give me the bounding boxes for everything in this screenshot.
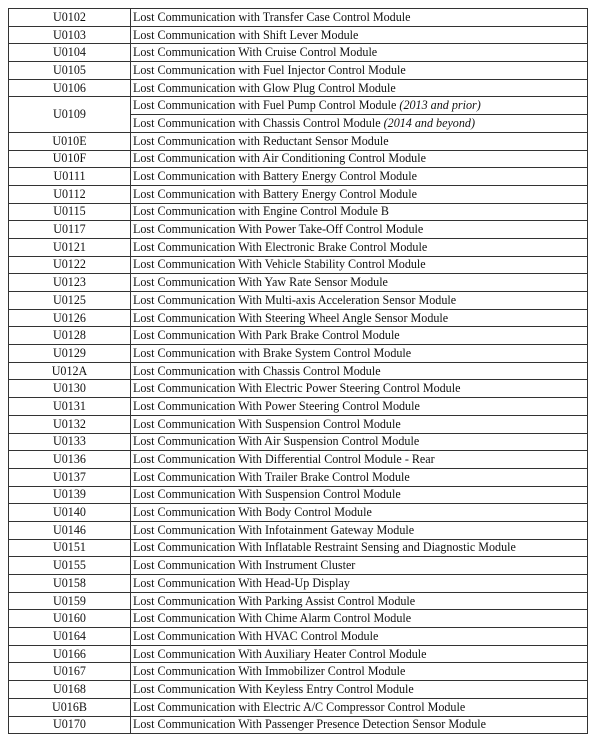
dtc-description-cell (131, 256, 588, 274)
dtc-description-cell (131, 716, 588, 734)
table-row (9, 433, 588, 451)
dtc-description-text: Lost Communication With Parking Assist Control Module (133, 593, 416, 608)
table-row (9, 645, 588, 663)
dtc-description-text: Lost Communication With Instrument Cluster (133, 558, 356, 573)
dtc-description-text: Lost Communication with Electric A/C Compressor Control Module (133, 699, 466, 714)
dtc-description-text: Lost Communication with Engine Control Module B (133, 204, 389, 219)
dtc-description-text: Lost Communication With Yaw Rate Sensor Module (133, 275, 388, 290)
dtc-description-text: Lost Communication with Fuel Injector Control Module (133, 62, 406, 77)
dtc-description-text: Lost Communication With Suspension Control Module (133, 416, 401, 431)
table-row (9, 345, 588, 363)
table-row (9, 592, 588, 610)
dtc-code-cell: U0117 (9, 221, 131, 239)
dtc-description-cell (131, 380, 588, 398)
dtc-description-cell (131, 698, 588, 716)
dtc-code-cell: U0164 (9, 628, 131, 646)
dtc-description-cell (131, 663, 588, 681)
dtc-code-cell: U010F (9, 150, 131, 168)
dtc-description-text: Lost Communication with Air Conditioning Control Module (133, 151, 426, 166)
dtc-description-cell (131, 79, 588, 97)
table-row (9, 274, 588, 292)
table-row (9, 26, 588, 44)
dtc-code-cell: U0140 (9, 504, 131, 522)
dtc-description-cell (131, 168, 588, 186)
table-row (9, 698, 588, 716)
table-row (9, 185, 588, 203)
dtc-code-cell: U0115 (9, 203, 131, 221)
dtc-code-cell: U0105 (9, 62, 131, 80)
table-row (9, 681, 588, 699)
table-row (9, 256, 588, 274)
dtc-description-cell (131, 628, 588, 646)
table-row (9, 504, 588, 522)
dtc-description-text: Lost Communication With Steering Wheel Angle Sensor Module (133, 310, 449, 325)
dtc-description-text: Lost Communication With Electric Power Steering Control Module (133, 381, 461, 396)
table-row (9, 327, 588, 345)
dtc-description-cell (131, 345, 588, 363)
dtc-description-cell (131, 486, 588, 504)
dtc-code-cell: U0133 (9, 433, 131, 451)
dtc-description-cell (131, 185, 588, 203)
dtc-model-year-note: (2013 and prior) (399, 98, 481, 113)
dtc-code-cell: U012A (9, 362, 131, 380)
dtc-description-cell (131, 398, 588, 416)
dtc-description-cell (131, 9, 588, 27)
dtc-code-cell: U0125 (9, 292, 131, 310)
table-row (9, 97, 588, 115)
dtc-code-cell: U0109 (9, 97, 131, 132)
dtc-description-text: Lost Communication With Trailer Brake Control Module (133, 469, 410, 484)
dtc-code-cell: U016B (9, 698, 131, 716)
dtc-code-cell: U0167 (9, 663, 131, 681)
dtc-description-text: Lost Communication with Transfer Case Control Module (133, 9, 411, 24)
table-row (9, 9, 588, 27)
table-row (9, 203, 588, 221)
dtc-code-cell: U0137 (9, 468, 131, 486)
dtc-description-cell (131, 610, 588, 628)
dtc-description-cell (131, 150, 588, 168)
dtc-description-text: Lost Communication With Keyless Entry Control Module (133, 681, 414, 696)
dtc-description-text: Lost Communication with Glow Plug Control Module (133, 80, 396, 95)
dtc-code-cell: U0106 (9, 79, 131, 97)
dtc-description-text: Lost Communication with Battery Energy Control Module (133, 186, 417, 201)
dtc-description-text: Lost Communication With Chime Alarm Control Module (133, 611, 412, 626)
table-row (9, 168, 588, 186)
dtc-description-cell (131, 327, 588, 345)
dtc-description-cell (131, 221, 588, 239)
dtc-code-cell: U010E (9, 132, 131, 150)
table-row (9, 557, 588, 575)
table-row (9, 132, 588, 150)
table-row (9, 486, 588, 504)
dtc-description-cell (131, 539, 588, 557)
table-row (9, 44, 588, 62)
table-row (9, 62, 588, 80)
dtc-description-text: Lost Communication With Inflatable Restraint Sensing and Diagnostic Module (133, 540, 516, 555)
table-row (9, 451, 588, 469)
dtc-description-cell (131, 238, 588, 256)
dtc-description-cell (131, 451, 588, 469)
dtc-description-text: Lost Communication with Shift Lever Module (133, 27, 359, 42)
dtc-description-text: Lost Communication With Suspension Control Module (133, 487, 401, 502)
table-row (9, 238, 588, 256)
table-row (9, 309, 588, 327)
dtc-code-cell: U0102 (9, 9, 131, 27)
dtc-description-cell (131, 274, 588, 292)
dtc-model-year-note: (2014 and beyond) (383, 115, 475, 130)
dtc-description-text: Lost Communication With Power Steering Control Module (133, 398, 420, 413)
dtc-description-text: Lost Communication With Immobilizer Control Module (133, 664, 406, 679)
dtc-code-cell: U0126 (9, 309, 131, 327)
table-row (9, 79, 588, 97)
dtc-description-text: Lost Communication With Auxiliary Heater Control Module (133, 646, 427, 661)
dtc-description-text: Lost Communication with Fuel Pump Control Module (133, 98, 397, 113)
dtc-description-text: Lost Communication With Infotainment Gateway Module (133, 522, 415, 537)
dtc-description-cell (131, 97, 588, 115)
table-row (9, 150, 588, 168)
dtc-code-cell: U0160 (9, 610, 131, 628)
dtc-description-cell (131, 26, 588, 44)
dtc-description-cell (131, 203, 588, 221)
dtc-description-text: Lost Communication With Cruise Control Module (133, 45, 378, 60)
dtc-code-cell: U0170 (9, 716, 131, 734)
dtc-description-cell (131, 468, 588, 486)
table-row (9, 663, 588, 681)
dtc-description-text: Lost Communication with Reductant Sensor Module (133, 133, 389, 148)
table-row (9, 221, 588, 239)
dtc-description-text: Lost Communication With Air Suspension Control Module (133, 434, 420, 449)
table-row (9, 398, 588, 416)
dtc-description-cell (131, 681, 588, 699)
dtc-code-cell: U0155 (9, 557, 131, 575)
dtc-description-cell (131, 557, 588, 575)
table-row (9, 380, 588, 398)
dtc-description-cell (131, 362, 588, 380)
dtc-code-cell: U0112 (9, 185, 131, 203)
dtc-description-text: Lost Communication With Multi-axis Acceleration Sensor Module (133, 292, 457, 307)
dtc-code-cell: U0168 (9, 681, 131, 699)
dtc-table (8, 8, 588, 734)
dtc-code-cell: U0139 (9, 486, 131, 504)
dtc-code-cell: U0129 (9, 345, 131, 363)
dtc-code-cell: U0104 (9, 44, 131, 62)
table-row (9, 292, 588, 310)
dtc-code-cell: U0151 (9, 539, 131, 557)
table-row (9, 415, 588, 433)
dtc-description-cell (131, 504, 588, 522)
dtc-description-cell (131, 309, 588, 327)
dtc-code-cell: U0136 (9, 451, 131, 469)
dtc-description-text: Lost Communication With Park Brake Control Module (133, 328, 400, 343)
dtc-description-text: Lost Communication with Brake System Control Module (133, 345, 412, 360)
dtc-code-cell: U0146 (9, 521, 131, 539)
dtc-description-cell (131, 415, 588, 433)
dtc-description-text: Lost Communication With Power Take-Off Control Module (133, 222, 424, 237)
dtc-table-body (9, 9, 588, 734)
dtc-description-cell (131, 575, 588, 593)
table-row (9, 362, 588, 380)
table-row (9, 628, 588, 646)
table-row (9, 521, 588, 539)
table-row (9, 610, 588, 628)
dtc-code-cell: U0103 (9, 26, 131, 44)
dtc-description-text: Lost Communication with Chassis Control Module (133, 363, 381, 378)
dtc-description-text: Lost Communication With Differential Control Module - Rear (133, 452, 435, 467)
dtc-code-cell: U0123 (9, 274, 131, 292)
dtc-code-cell: U0158 (9, 575, 131, 593)
dtc-code-cell: U0128 (9, 327, 131, 345)
dtc-description-text: Lost Communication With HVAC Control Module (133, 628, 379, 643)
dtc-description-cell (131, 645, 588, 663)
dtc-description-cell (131, 44, 588, 62)
dtc-description-text: Lost Communication With Head-Up Display (133, 575, 350, 590)
dtc-description-text: Lost Communication With Passenger Presence Detection Sensor Module (133, 717, 486, 732)
table-row (9, 539, 588, 557)
dtc-code-cell: U0131 (9, 398, 131, 416)
dtc-code-cell: U0121 (9, 238, 131, 256)
table-row (9, 468, 588, 486)
dtc-description-cell (131, 433, 588, 451)
dtc-description-cell (131, 115, 588, 133)
dtc-code-cell: U0111 (9, 168, 131, 186)
dtc-code-cell: U0166 (9, 645, 131, 663)
dtc-description-text: Lost Communication with Chassis Control Module (133, 115, 381, 130)
dtc-description-text: Lost Communication With Electronic Brake Control Module (133, 239, 428, 254)
dtc-description-cell (131, 132, 588, 150)
dtc-description-cell (131, 521, 588, 539)
dtc-description-cell (131, 592, 588, 610)
table-row (9, 716, 588, 734)
dtc-code-cell: U0122 (9, 256, 131, 274)
table-row (9, 575, 588, 593)
dtc-description-text: Lost Communication With Vehicle Stability Control Module (133, 257, 426, 272)
dtc-code-cell: U0130 (9, 380, 131, 398)
dtc-description-cell (131, 292, 588, 310)
dtc-code-cell: U0132 (9, 415, 131, 433)
dtc-code-cell: U0159 (9, 592, 131, 610)
dtc-description-text: Lost Communication with Battery Energy Control Module (133, 169, 417, 184)
dtc-description-cell (131, 62, 588, 80)
dtc-description-text: Lost Communication With Body Control Module (133, 505, 372, 520)
